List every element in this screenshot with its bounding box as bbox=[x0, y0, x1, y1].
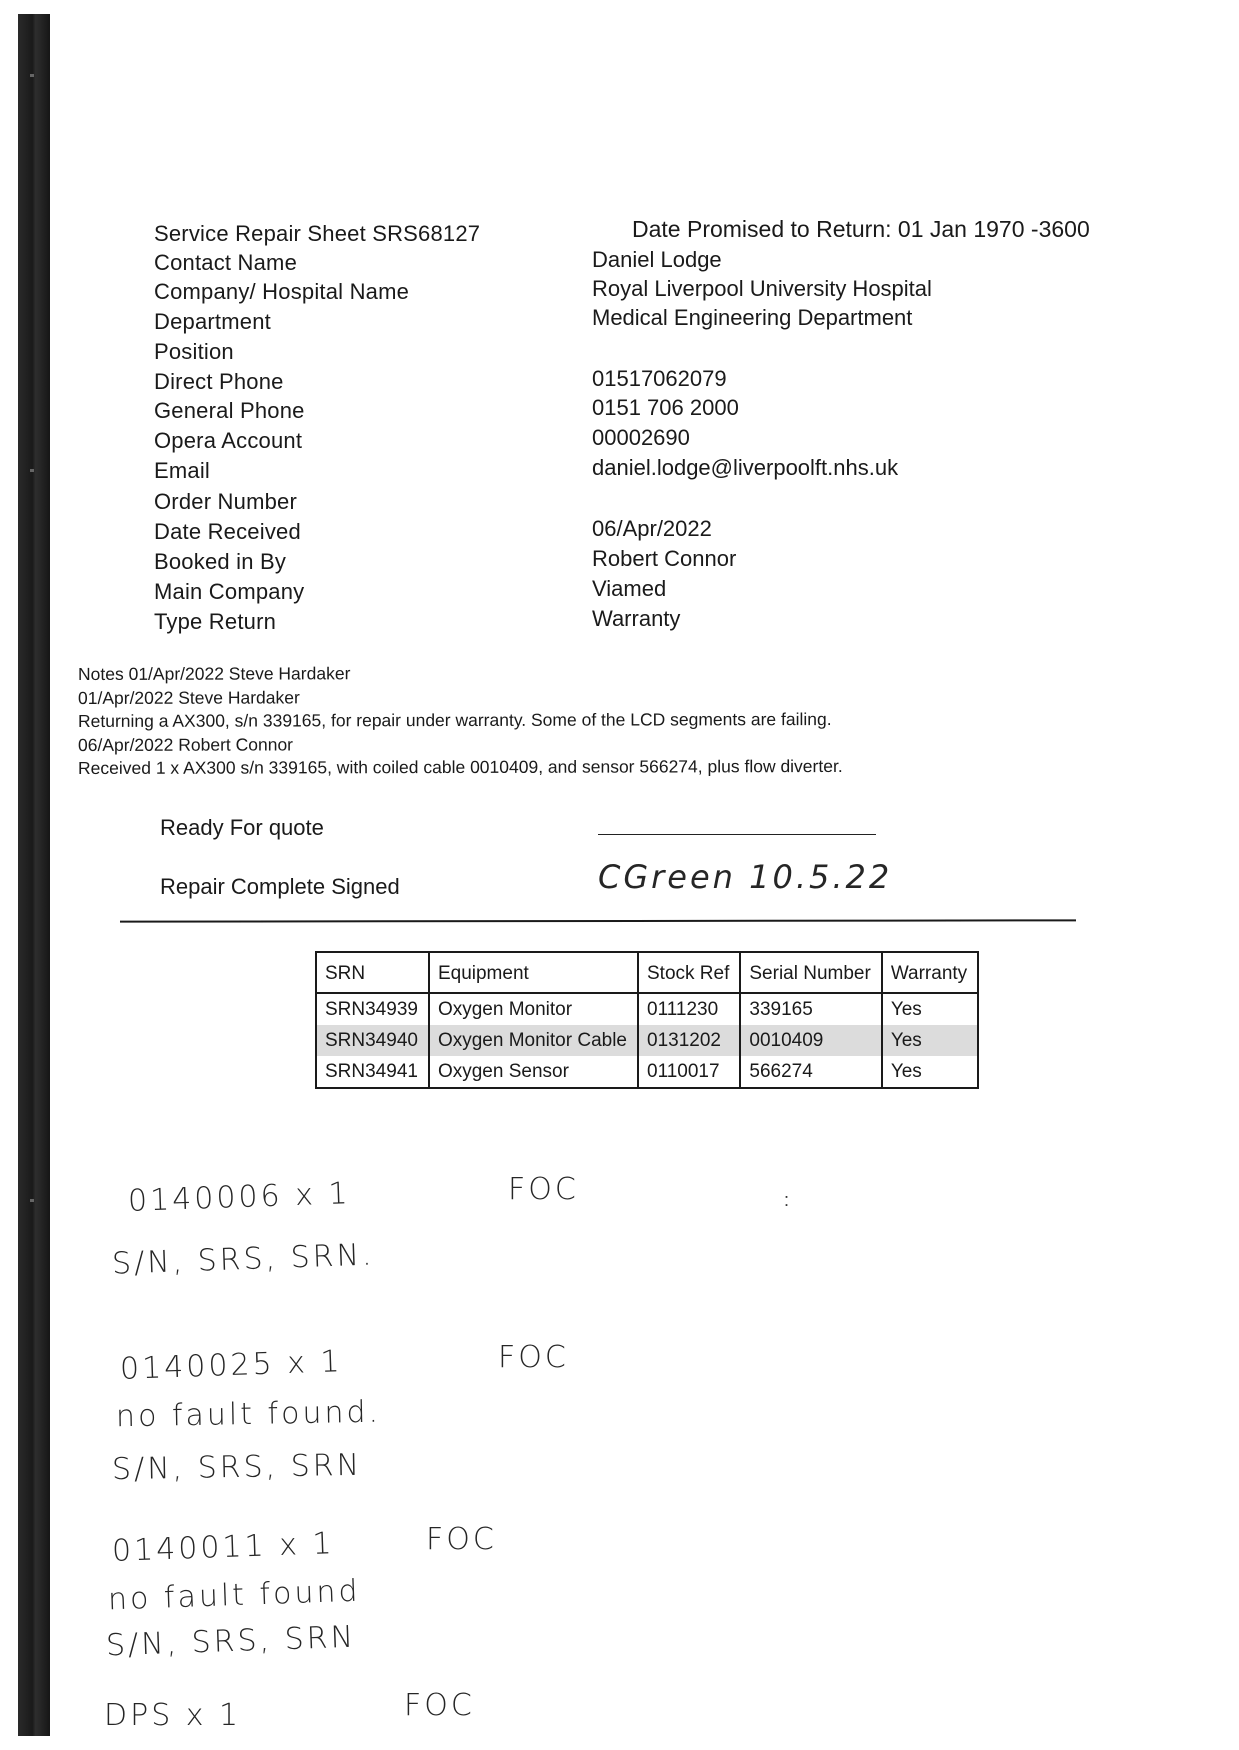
field-value-main-company: Viamed bbox=[592, 576, 667, 601]
table-cell: 566274 bbox=[740, 1056, 881, 1088]
field-value-opera-account: 00002690 bbox=[592, 425, 690, 450]
column-header: SRN bbox=[316, 952, 429, 993]
note-line: Returning a AX300, s/n 339165, for repair under warranty. Some of the LCD segments are failing. bbox=[77, 709, 832, 731]
table-row bbox=[316, 1025, 978, 1056]
column-header: Serial Number bbox=[740, 952, 881, 993]
field-value-date-received: 06/Apr/2022 bbox=[592, 516, 712, 541]
date-promised-value: 01 Jan 1970 -3600 bbox=[897, 216, 1090, 242]
hw-foc-tag: FOC bbox=[498, 1340, 569, 1375]
field-label-booked-by: Booked in By bbox=[154, 549, 287, 574]
field-value-direct-phone: 01517062079 bbox=[592, 366, 727, 391]
ready-for-quote-signature-line bbox=[598, 834, 876, 835]
table-header-row bbox=[316, 952, 978, 993]
field-value-contact: Daniel Lodge bbox=[592, 247, 722, 272]
hw-checks-line: S/N, SRS, SRN. bbox=[111, 1237, 376, 1282]
field-value-company: Royal Liverpool University Hospital bbox=[592, 276, 932, 301]
table-cell: Oxygen Monitor bbox=[429, 993, 638, 1025]
scan-edge bbox=[18, 14, 50, 1736]
hw-result-line: no fault found. bbox=[115, 1394, 382, 1435]
notes-block bbox=[78, 663, 843, 781]
field-value-booked-by: Robert Connor bbox=[592, 546, 737, 571]
table-row bbox=[316, 993, 978, 1025]
table-cell: SRN34940 bbox=[316, 1025, 429, 1056]
field-value-department: Medical Engineering Department bbox=[592, 305, 913, 330]
field-label-contact: Contact Name bbox=[154, 250, 298, 275]
note-line: 06/Apr/2022 Robert Connor bbox=[77, 733, 294, 755]
note-line: 01/Apr/2022 Steve Hardaker bbox=[77, 686, 300, 708]
table-cell: 0131202 bbox=[638, 1025, 740, 1056]
table-cell: SRN34941 bbox=[316, 1056, 429, 1088]
hw-foc-tag: FOC bbox=[426, 1522, 497, 1557]
field-label-main-company: Main Company bbox=[154, 579, 305, 604]
hw-foc-tag: FOC bbox=[404, 1688, 475, 1723]
scan-mark: : bbox=[784, 1190, 790, 1210]
field-label-order-number: Order Number bbox=[154, 489, 297, 514]
note-line: Notes 01/Apr/2022 Steve Hardaker bbox=[77, 663, 351, 684]
field-value-general-phone: 0151 706 2000 bbox=[592, 395, 739, 420]
field-label-department: Department bbox=[154, 309, 271, 334]
table-cell: 339165 bbox=[740, 993, 881, 1025]
table-cell: 0110017 bbox=[638, 1056, 740, 1088]
table-cell: Yes bbox=[882, 1025, 978, 1056]
equipment-table bbox=[315, 951, 979, 1089]
field-label-date-received: Date Received bbox=[154, 519, 301, 544]
hw-part-line: 0140025 x 1 bbox=[119, 1344, 344, 1387]
ready-for-quote-label: Ready For quote bbox=[160, 815, 324, 840]
repair-complete-label: Repair Complete Signed bbox=[160, 874, 400, 899]
column-header: Stock Ref bbox=[638, 952, 740, 993]
field-label-srs: Service Repair Sheet SRS68127 bbox=[154, 221, 481, 246]
hw-checks-line: S/N, SRS, SRN bbox=[105, 1619, 357, 1664]
field-value-type-return: Warranty bbox=[592, 606, 681, 631]
table-cell: 0111230 bbox=[638, 993, 740, 1025]
field-label-company: Company/ Hospital Name bbox=[154, 279, 410, 304]
scan-speck bbox=[30, 1199, 34, 1202]
column-header: Equipment bbox=[429, 952, 638, 993]
field-label-email: Email bbox=[154, 458, 211, 483]
scan-speck bbox=[30, 74, 34, 77]
hw-checks-line: S/N, SRS, SRN bbox=[111, 1447, 363, 1488]
hw-part-line: 0140011 x 1 bbox=[111, 1526, 336, 1569]
table-row bbox=[316, 1056, 978, 1088]
repair-complete-signature: CGreen 10.5.22 bbox=[598, 858, 893, 896]
table-cell: Oxygen Monitor Cable bbox=[429, 1025, 638, 1056]
field-value-email: daniel.lodge@liverpoolft.nhs.uk bbox=[592, 455, 899, 480]
date-promised-label: Date Promised to Return: bbox=[632, 216, 892, 242]
table-cell: Yes bbox=[882, 993, 978, 1025]
field-label-direct-phone: Direct Phone bbox=[154, 369, 284, 394]
hw-part-line: 0140006 x 1 bbox=[127, 1176, 352, 1219]
hw-foc-tag: FOC bbox=[508, 1172, 579, 1207]
hw-part-line: DPS x 1 bbox=[104, 1698, 242, 1733]
field-label-opera-account: Opera Account bbox=[154, 428, 303, 453]
table-cell: Oxygen Sensor bbox=[429, 1056, 638, 1088]
field-label-type-return: Type Return bbox=[154, 609, 277, 634]
table-cell: Yes bbox=[882, 1056, 978, 1088]
table-cell: SRN34939 bbox=[316, 993, 429, 1025]
field-label-general-phone: General Phone bbox=[154, 398, 305, 423]
table-cell: 0010409 bbox=[740, 1025, 881, 1056]
hw-result-line: no fault found bbox=[107, 1573, 362, 1618]
date-promised bbox=[632, 216, 1090, 243]
scan-speck bbox=[30, 469, 34, 472]
note-line: Received 1 x AX300 s/n 339165, with coiled cable 0010409, and sensor 566274, plus flow diverter. bbox=[77, 755, 843, 778]
section-divider bbox=[120, 919, 1076, 922]
field-label-position: Position bbox=[154, 339, 234, 364]
column-header: Warranty bbox=[882, 952, 978, 993]
